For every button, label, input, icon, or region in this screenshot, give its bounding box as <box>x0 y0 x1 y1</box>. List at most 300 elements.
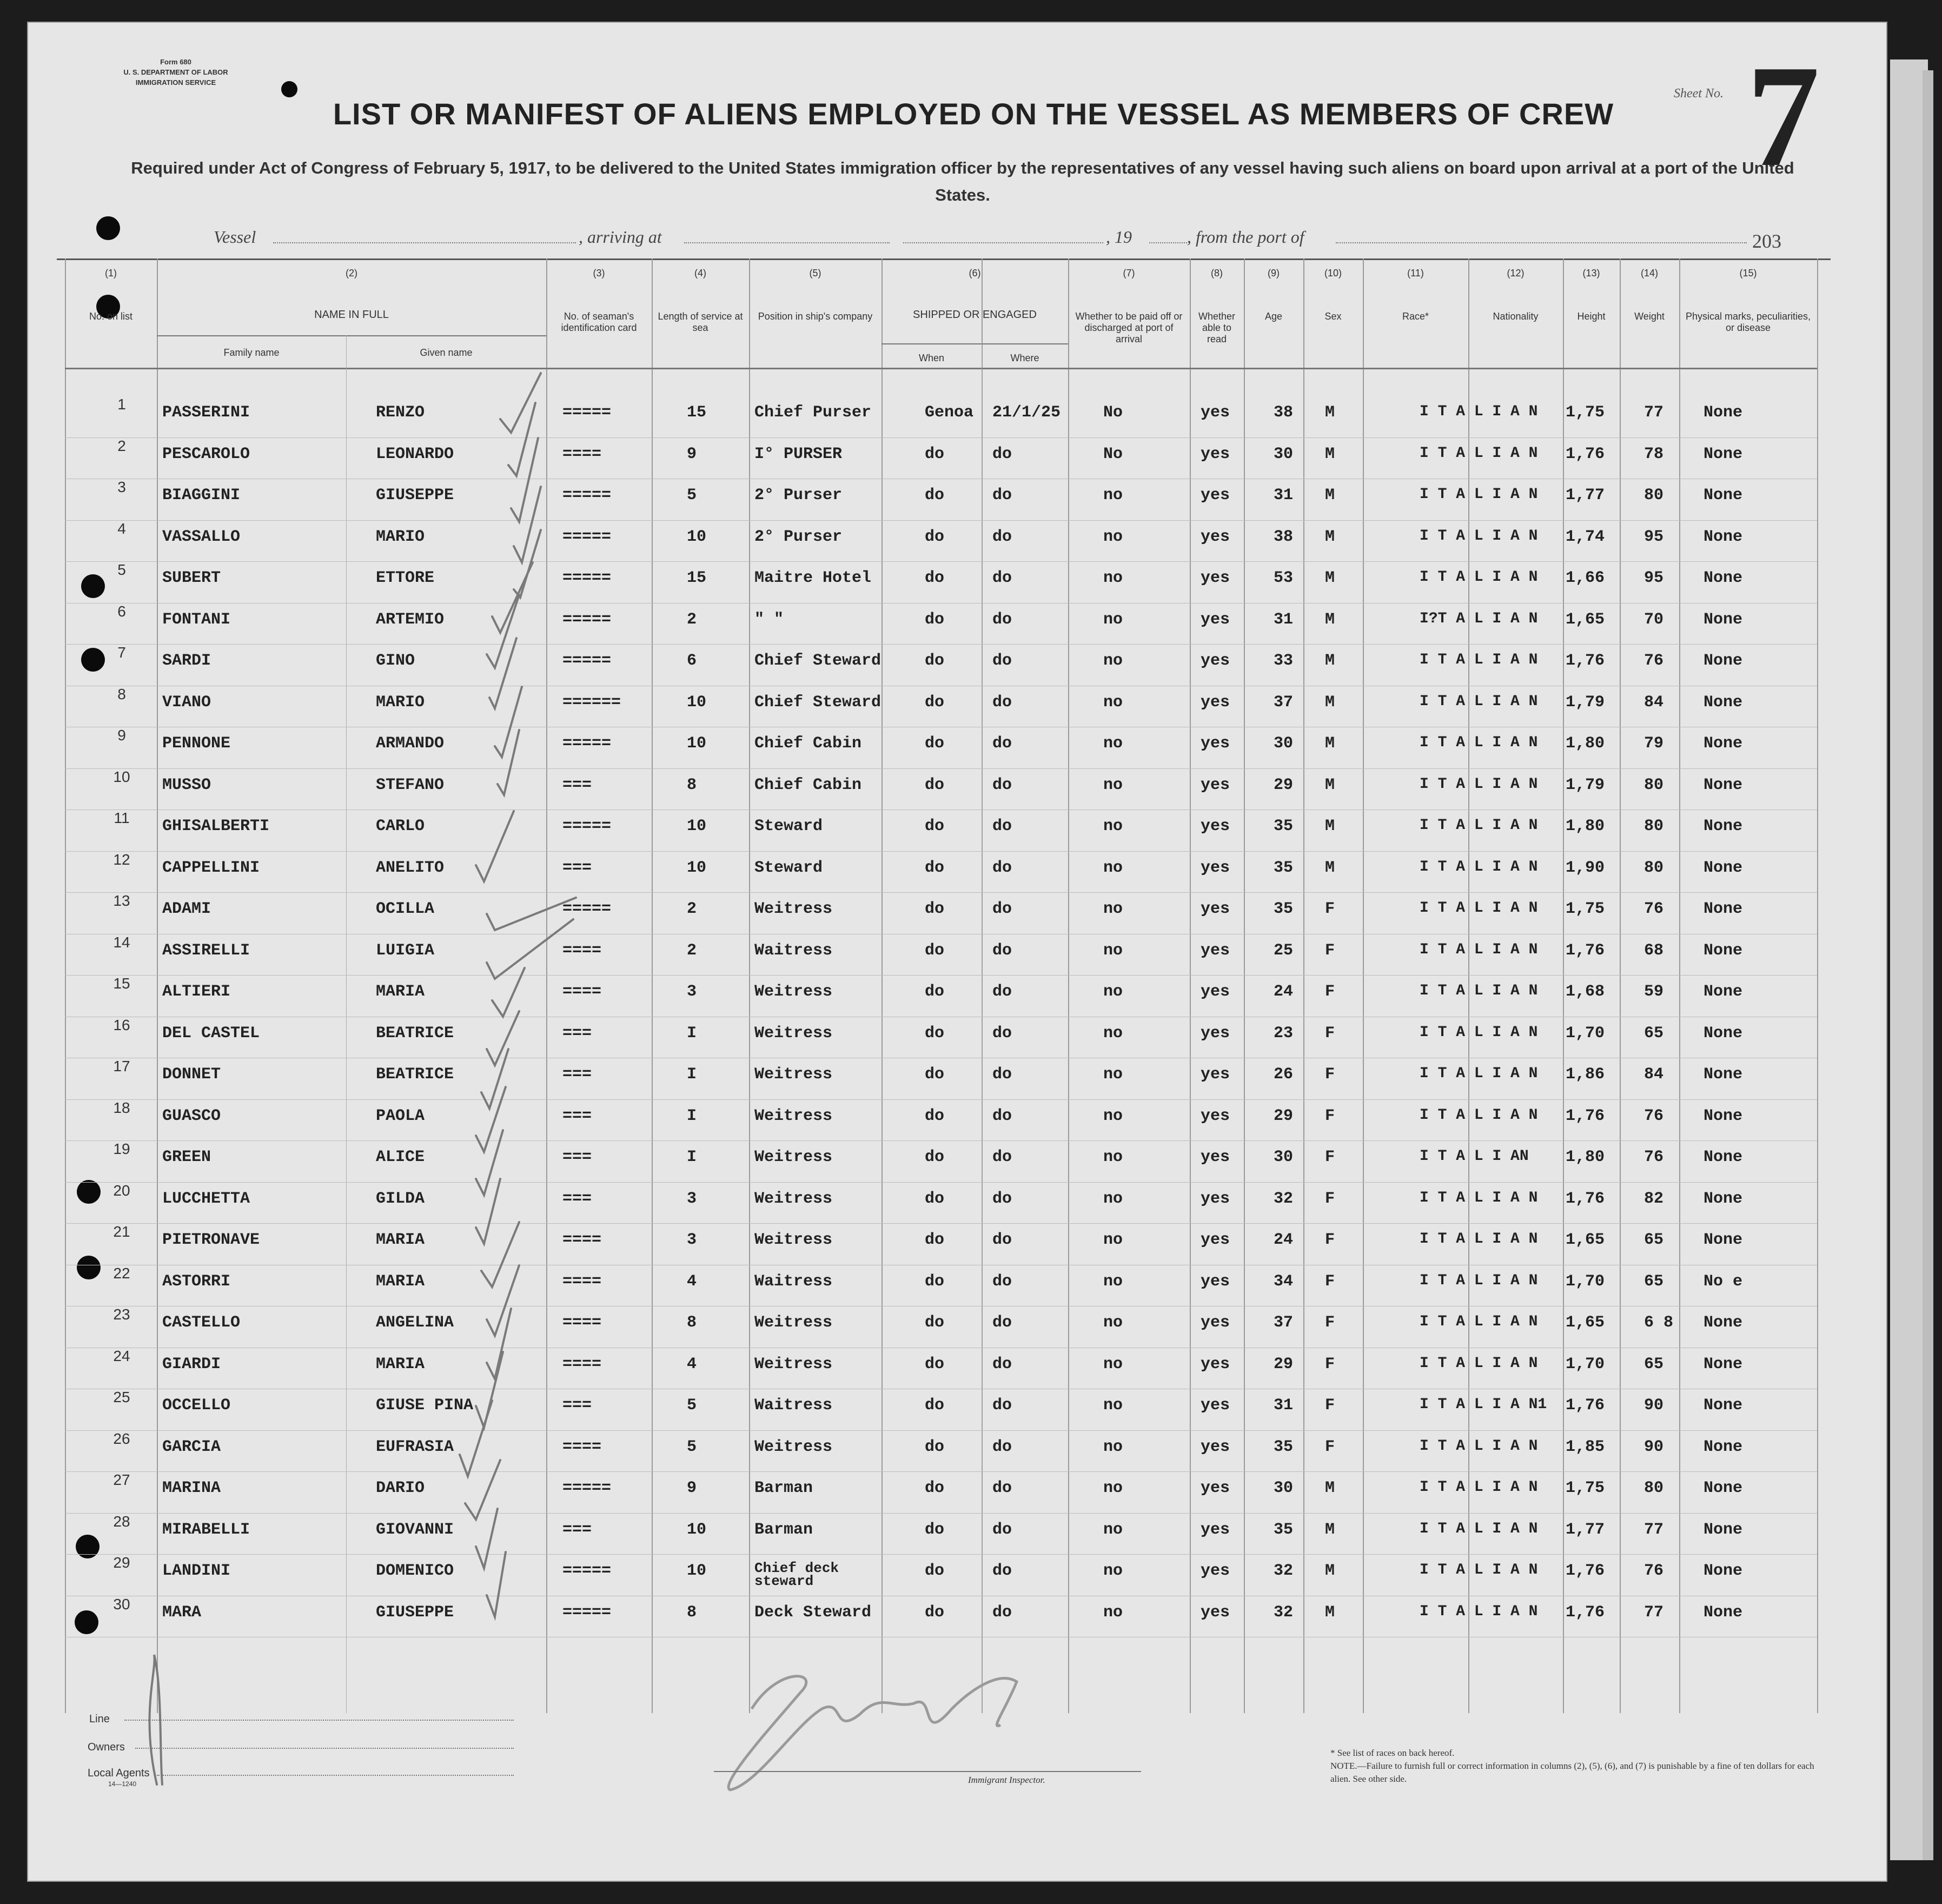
ship-position: Barman <box>754 1479 813 1497</box>
shipped-when: do <box>925 858 945 877</box>
age: 35 <box>1274 858 1294 877</box>
line-field <box>124 1720 514 1721</box>
family-name: OCCELLO <box>162 1396 231 1415</box>
shipped-where: do <box>992 610 1012 629</box>
height: 1,77 <box>1566 486 1605 505</box>
age: 30 <box>1274 734 1294 753</box>
column-header: Nationality <box>1493 311 1539 322</box>
physical-marks: None <box>1704 1189 1743 1208</box>
weight: 76 <box>1644 1148 1664 1166</box>
shipped-where: do <box>992 486 1012 505</box>
physical-marks: None <box>1704 1313 1743 1332</box>
paid-off: no <box>1103 1148 1123 1166</box>
row-number: 13 <box>113 892 130 909</box>
paid-off: no <box>1103 610 1123 629</box>
ship-position: 2° Purser <box>754 486 843 505</box>
row-number: 19 <box>113 1140 130 1157</box>
able-to-read: yes <box>1201 1437 1230 1456</box>
weight: 77 <box>1644 1520 1664 1539</box>
ship-position: Chief deck steward <box>754 1560 839 1589</box>
service-length: 6 <box>687 652 697 670</box>
height: 1,76 <box>1566 1603 1605 1622</box>
shipped-where: do <box>992 1106 1012 1125</box>
seaman-card-number: ==== <box>562 1437 602 1456</box>
row-number: 17 <box>113 1058 130 1074</box>
row-number: 20 <box>113 1182 130 1199</box>
family-name: MARA <box>162 1603 202 1622</box>
row-number: 21 <box>113 1223 130 1240</box>
given-name: CARLO <box>376 817 425 835</box>
height: 1,75 <box>1566 1479 1605 1497</box>
column-header: NAME IN FULL <box>314 309 389 321</box>
race: I T A L I A N <box>1420 1355 1538 1372</box>
row-number: 7 <box>117 644 126 661</box>
shipped-where: do <box>992 941 1012 960</box>
sex: M <box>1325 1562 1335 1580</box>
physical-marks: None <box>1704 1479 1743 1497</box>
sex: F <box>1325 1272 1335 1291</box>
seaman-card-number: === <box>562 1024 592 1043</box>
physical-marks: None <box>1704 900 1743 918</box>
page-number: 203 <box>1752 230 1781 252</box>
service-length: 10 <box>687 858 707 877</box>
able-to-read: yes <box>1201 1313 1230 1332</box>
race: I T A L I A N <box>1420 941 1538 958</box>
height: 1,70 <box>1566 1024 1605 1043</box>
able-to-read: yes <box>1201 693 1230 712</box>
column-number: (6) <box>969 268 981 278</box>
ship-position: Waitress <box>754 941 833 960</box>
sex: F <box>1325 1437 1335 1456</box>
race: I T A L I A N <box>1420 775 1538 793</box>
paid-off: no <box>1103 1396 1123 1415</box>
column-header: Weight <box>1634 311 1665 322</box>
race: I T A L I A N <box>1420 1603 1538 1620</box>
service-length: 5 <box>687 1437 697 1456</box>
shipped-where: do <box>992 1437 1012 1456</box>
seaman-card-number: === <box>562 1520 592 1539</box>
weight: 82 <box>1644 1189 1664 1208</box>
shipped-where: do <box>992 445 1012 463</box>
sex: F <box>1325 1024 1335 1043</box>
sex: M <box>1325 569 1335 587</box>
row-number: 4 <box>117 520 126 537</box>
sex: F <box>1325 1355 1335 1374</box>
height: 1,79 <box>1566 775 1605 794</box>
family-name: DONNET <box>162 1065 221 1084</box>
shipped-where: do <box>992 569 1012 587</box>
height: 1,76 <box>1566 1106 1605 1125</box>
row-number: 18 <box>113 1099 130 1116</box>
paid-off: no <box>1103 486 1123 505</box>
height: 1,76 <box>1566 1562 1605 1580</box>
shipped-when: do <box>925 1479 945 1497</box>
race: I T A L I A N <box>1420 1562 1538 1578</box>
shipped-where: do <box>992 1024 1012 1043</box>
given-name: GINO <box>376 652 415 670</box>
age: 38 <box>1274 527 1294 546</box>
ship-position: Chief Cabin <box>754 775 862 794</box>
ship-position: Weitress <box>754 1106 833 1125</box>
shipped-when: do <box>925 1148 945 1166</box>
shipped-when: do <box>925 734 945 753</box>
height: 1,65 <box>1566 610 1605 629</box>
column-header: SHIPPED OR ENGAGED <box>913 309 1037 321</box>
height: 1,79 <box>1566 693 1605 712</box>
sex: M <box>1325 403 1335 422</box>
shipped-where: do <box>992 1272 1012 1291</box>
age: 29 <box>1274 1106 1294 1125</box>
shipped-where: do <box>992 693 1012 712</box>
shipped-when: do <box>925 1355 945 1374</box>
service-length: 10 <box>687 1520 707 1539</box>
race: I T A L I A N <box>1420 900 1538 917</box>
physical-marks: None <box>1704 734 1743 753</box>
height: 1,77 <box>1566 1520 1605 1539</box>
family-name: LUCCHETTA <box>162 1189 250 1208</box>
given-name: BEATRICE <box>376 1065 454 1084</box>
race: I T A L I A N <box>1420 1313 1538 1330</box>
column-number: (4) <box>694 268 706 278</box>
seaman-card-number: ===== <box>562 610 612 629</box>
age: 32 <box>1274 1562 1294 1580</box>
footer-notes <box>1330 1747 1817 1786</box>
race: I T A L I A N <box>1420 693 1538 710</box>
able-to-read: yes <box>1201 775 1230 794</box>
weight: 80 <box>1644 1479 1664 1497</box>
column-number: (9) <box>1268 268 1280 278</box>
ship-position: Weitress <box>754 983 833 1001</box>
service-length: 10 <box>687 1562 707 1580</box>
physical-marks: None <box>1704 527 1743 546</box>
age: 37 <box>1274 1313 1294 1332</box>
age: 25 <box>1274 941 1294 960</box>
seaman-card-number: ===== <box>562 527 612 546</box>
race: I T A L I A N <box>1420 652 1538 668</box>
sex: F <box>1325 1106 1335 1125</box>
shipped-where: do <box>992 1313 1012 1332</box>
shipped-where: do <box>992 858 1012 877</box>
service-length: 8 <box>687 1603 697 1622</box>
shipped-when: do <box>925 1437 945 1456</box>
shipped-where: do <box>992 983 1012 1001</box>
given-name: RENZO <box>376 403 425 422</box>
ship-position: Weitress <box>754 1437 833 1456</box>
age: 26 <box>1274 1065 1294 1084</box>
race: I T A L I A N <box>1420 1231 1538 1248</box>
family-name: ALTIERI <box>162 983 231 1001</box>
able-to-read: yes <box>1201 486 1230 505</box>
height: 1,68 <box>1566 983 1605 1001</box>
service-length: 10 <box>687 817 707 835</box>
race: I T A L I A N1 <box>1420 1396 1547 1413</box>
sex: F <box>1325 941 1335 960</box>
service-length: 3 <box>687 1231 697 1249</box>
paid-off: no <box>1103 734 1123 753</box>
paid-off: no <box>1103 569 1123 587</box>
seaman-card-number: ==== <box>562 1313 602 1332</box>
column-header: Position in ship's company <box>758 311 873 322</box>
seaman-card-number: === <box>562 1148 592 1166</box>
family-name: LANDINI <box>162 1562 231 1580</box>
sex: M <box>1325 734 1335 753</box>
service-length: 3 <box>687 1189 697 1208</box>
row-number: 29 <box>113 1554 130 1571</box>
service-length: 8 <box>687 1313 697 1332</box>
service-length: 15 <box>687 569 707 587</box>
age: 35 <box>1274 1520 1294 1539</box>
given-name: LUIGIA <box>376 941 435 960</box>
race: I T A L I AN <box>1420 1148 1529 1165</box>
able-to-read: yes <box>1201 1272 1230 1291</box>
physical-marks: None <box>1704 1562 1743 1580</box>
weight: 77 <box>1644 403 1664 422</box>
ship-position: I° PURSER <box>754 445 843 463</box>
seaman-card-number: ==== <box>562 445 602 463</box>
physical-marks: None <box>1704 569 1743 587</box>
seaman-card-number: ===== <box>562 817 612 835</box>
ship-position: Chief Steward <box>754 652 881 670</box>
paid-off: no <box>1103 1603 1123 1622</box>
ship-position: Weitress <box>754 900 833 918</box>
ship-position: Waitress <box>754 1396 833 1415</box>
ship-position: Maitre Hotel <box>754 569 872 587</box>
sex: F <box>1325 983 1335 1001</box>
race: I T A L I A N <box>1420 1479 1538 1496</box>
sex: F <box>1325 1313 1335 1332</box>
height: 1,86 <box>1566 1065 1605 1084</box>
sex: M <box>1325 445 1335 463</box>
weight: 65 <box>1644 1231 1664 1249</box>
family-name: MUSSO <box>162 775 211 794</box>
shipped-when: do <box>925 1396 945 1415</box>
seaman-card-number: ==== <box>562 941 602 960</box>
sex: M <box>1325 527 1335 546</box>
service-length: 9 <box>687 445 697 463</box>
arriving-label: , arriving at <box>579 227 662 247</box>
seaman-card-number: === <box>562 1189 592 1208</box>
column-header: No. of seaman's identification card <box>561 311 637 333</box>
service-length: 15 <box>687 403 707 422</box>
paid-off: no <box>1103 817 1123 835</box>
row-number: 23 <box>113 1306 130 1323</box>
race: I T A L I A N <box>1420 858 1538 875</box>
service-length: 5 <box>687 486 697 505</box>
race: I T A L I A N <box>1420 1272 1538 1289</box>
paid-off: no <box>1103 1520 1123 1539</box>
race: I T A L I A N <box>1420 1024 1538 1041</box>
age: 34 <box>1274 1272 1294 1291</box>
service-length: 10 <box>687 734 707 753</box>
weight: 76 <box>1644 1106 1664 1125</box>
given-name: GIUSE PINA <box>376 1396 474 1415</box>
seaman-card-number: ===== <box>562 1562 612 1580</box>
weight: 80 <box>1644 486 1664 505</box>
paid-off: No <box>1103 403 1123 422</box>
able-to-read: yes <box>1201 403 1230 422</box>
shipped-when: do <box>925 652 945 670</box>
service-length: 4 <box>687 1272 697 1291</box>
page-subtitle: Required under Act of Congress of February 5, 1917, to be delivered to the United States immigration officer by the representatives of any vessel having such aliens on board upon arrival at a port of the United States. <box>131 158 1794 204</box>
column-number: (10) <box>1324 268 1342 278</box>
shipped-when: do <box>925 1313 945 1332</box>
service-length: I <box>687 1065 697 1084</box>
able-to-read: yes <box>1201 983 1230 1001</box>
given-name: ARMANDO <box>376 734 445 753</box>
paid-off: no <box>1103 900 1123 918</box>
shipped-where: do <box>992 1065 1012 1084</box>
sheet-number-label: Sheet No. <box>1674 87 1724 101</box>
family-name: FONTANI <box>162 610 231 629</box>
ship-position: Chief Purser <box>754 403 872 422</box>
weight: 95 <box>1644 527 1664 546</box>
column-subheader: Where <box>1010 353 1039 363</box>
column-number: (1) <box>105 268 117 278</box>
column-subheader: When <box>918 353 945 363</box>
column-subheader: Given name <box>420 347 473 358</box>
seaman-card-number: ===== <box>562 1479 612 1497</box>
form-number: Form 680 <box>160 58 191 66</box>
age: 32 <box>1274 1603 1294 1622</box>
ship-position: Chief Cabin <box>754 734 862 753</box>
paid-off: no <box>1103 983 1123 1001</box>
row-number: 26 <box>113 1430 130 1447</box>
row-number: 28 <box>113 1512 130 1530</box>
row-number: 8 <box>117 685 126 702</box>
sex: M <box>1325 775 1335 794</box>
family-name: BIAGGINI <box>162 486 241 505</box>
column-header: No. on list <box>89 311 133 322</box>
physical-marks: None <box>1704 403 1743 422</box>
shipped-when: do <box>925 1520 945 1539</box>
height: 1,85 <box>1566 1437 1605 1456</box>
seaman-card-number: ===== <box>562 652 612 670</box>
given-name: GIOVANNI <box>376 1520 454 1539</box>
age: 31 <box>1274 610 1294 629</box>
sex: M <box>1325 1520 1335 1539</box>
paid-off: no <box>1103 1355 1123 1374</box>
age: 24 <box>1274 983 1294 1001</box>
sheet-number-value: 7 <box>1747 35 1820 197</box>
agents-field <box>157 1775 514 1776</box>
seaman-card-number: ===== <box>562 486 612 505</box>
column-number: (12) <box>1507 268 1525 278</box>
family-name: GREEN <box>162 1148 211 1166</box>
shipped-when: do <box>925 1024 945 1043</box>
weight: 77 <box>1644 1603 1664 1622</box>
race: I T A L I A N <box>1420 1520 1538 1537</box>
shipped-when: do <box>925 817 945 835</box>
service-length: 2 <box>687 610 697 629</box>
race-footnote: * See list of races on back hereof. <box>1330 1748 1455 1758</box>
race: I?T A L I A N <box>1420 610 1538 627</box>
shipped-when: do <box>925 1272 945 1291</box>
column-number: (2) <box>346 268 357 278</box>
given-name: EUFRASIA <box>376 1437 454 1456</box>
given-name: ETTORE <box>376 569 435 587</box>
shipped-when: do <box>925 693 945 712</box>
shipped-when: do <box>925 1189 945 1208</box>
height: 1,74 <box>1566 527 1605 546</box>
shipped-when: do <box>925 1562 945 1580</box>
service-length: I <box>687 1106 697 1125</box>
from-port-label: , from the port of <box>1187 227 1304 247</box>
paid-off: no <box>1103 1189 1123 1208</box>
physical-marks: None <box>1704 445 1743 463</box>
row-number: 1 <box>117 396 126 413</box>
height: 1,80 <box>1566 817 1605 835</box>
sex: F <box>1325 1065 1335 1084</box>
page-title: LIST OR MANIFEST OF ALIENS EMPLOYED ON THE VESSEL AS MEMBERS OF CREW <box>333 97 1614 131</box>
service-length: 10 <box>687 527 707 546</box>
sex: F <box>1325 900 1335 918</box>
given-name: PAOLA <box>376 1106 425 1125</box>
paid-off: no <box>1103 1024 1123 1043</box>
race: I T A L I A N <box>1420 527 1538 545</box>
seaman-card-number: === <box>562 1106 592 1125</box>
row-number: 9 <box>117 727 126 744</box>
ship-position: Weitress <box>754 1189 833 1208</box>
age: 35 <box>1274 900 1294 918</box>
column-header: Physical marks, peculiarities, or disease <box>1685 311 1811 333</box>
given-name: ANELITO <box>376 858 445 877</box>
row-number: 15 <box>113 975 130 992</box>
ship-position: " " <box>754 610 784 629</box>
seaman-card-number: ==== <box>562 1355 602 1374</box>
row-number: 24 <box>113 1347 130 1364</box>
sex: F <box>1325 1396 1335 1415</box>
able-to-read: yes <box>1201 1396 1230 1415</box>
seaman-card-number: ===== <box>562 569 612 587</box>
race: I T A L I A N <box>1420 1189 1538 1206</box>
given-name: GILDA <box>376 1189 425 1208</box>
column-header: Whether able to read <box>1198 311 1236 344</box>
weight: 95 <box>1644 569 1664 587</box>
race: I T A L I A N <box>1420 734 1538 751</box>
row-number: 5 <box>117 561 126 578</box>
family-name: PASSERINI <box>162 403 250 422</box>
shipped-when: do <box>925 1106 945 1125</box>
physical-marks: None <box>1704 983 1743 1001</box>
age: 53 <box>1274 569 1294 587</box>
family-name: ASSIRELLI <box>162 941 250 960</box>
given-name: MARIA <box>376 1231 425 1249</box>
ship-position: Weitress <box>754 1065 833 1084</box>
seaman-card-number: ==== <box>562 1272 602 1291</box>
able-to-read: yes <box>1201 1024 1230 1043</box>
paid-off: no <box>1103 1313 1123 1332</box>
ship-position: Steward <box>754 817 823 835</box>
weight: 84 <box>1644 693 1664 712</box>
weight: 79 <box>1644 734 1664 753</box>
paid-off: no <box>1103 1272 1123 1291</box>
weight: 80 <box>1644 858 1664 877</box>
weight: 80 <box>1644 775 1664 794</box>
age: 38 <box>1274 403 1294 422</box>
shipped-when: do <box>925 900 945 918</box>
age: 35 <box>1274 1437 1294 1456</box>
shipped-when: do <box>925 1231 945 1249</box>
paid-off: No <box>1103 445 1123 463</box>
paid-off: no <box>1103 527 1123 546</box>
penalty-note: NOTE.—Failure to furnish full or correct information in columns (2), (5), (6), and (7) is punishable by a fine of ten dollars for each alien. See other side. <box>1330 1761 1814 1784</box>
service-length: 2 <box>687 941 697 960</box>
department-name: U. S. DEPARTMENT OF LABOR <box>123 68 228 76</box>
family-name: VIANO <box>162 693 211 712</box>
seaman-card-number: === <box>562 775 592 794</box>
race: I T A L I A N <box>1420 817 1538 834</box>
given-name: DARIO <box>376 1479 425 1497</box>
